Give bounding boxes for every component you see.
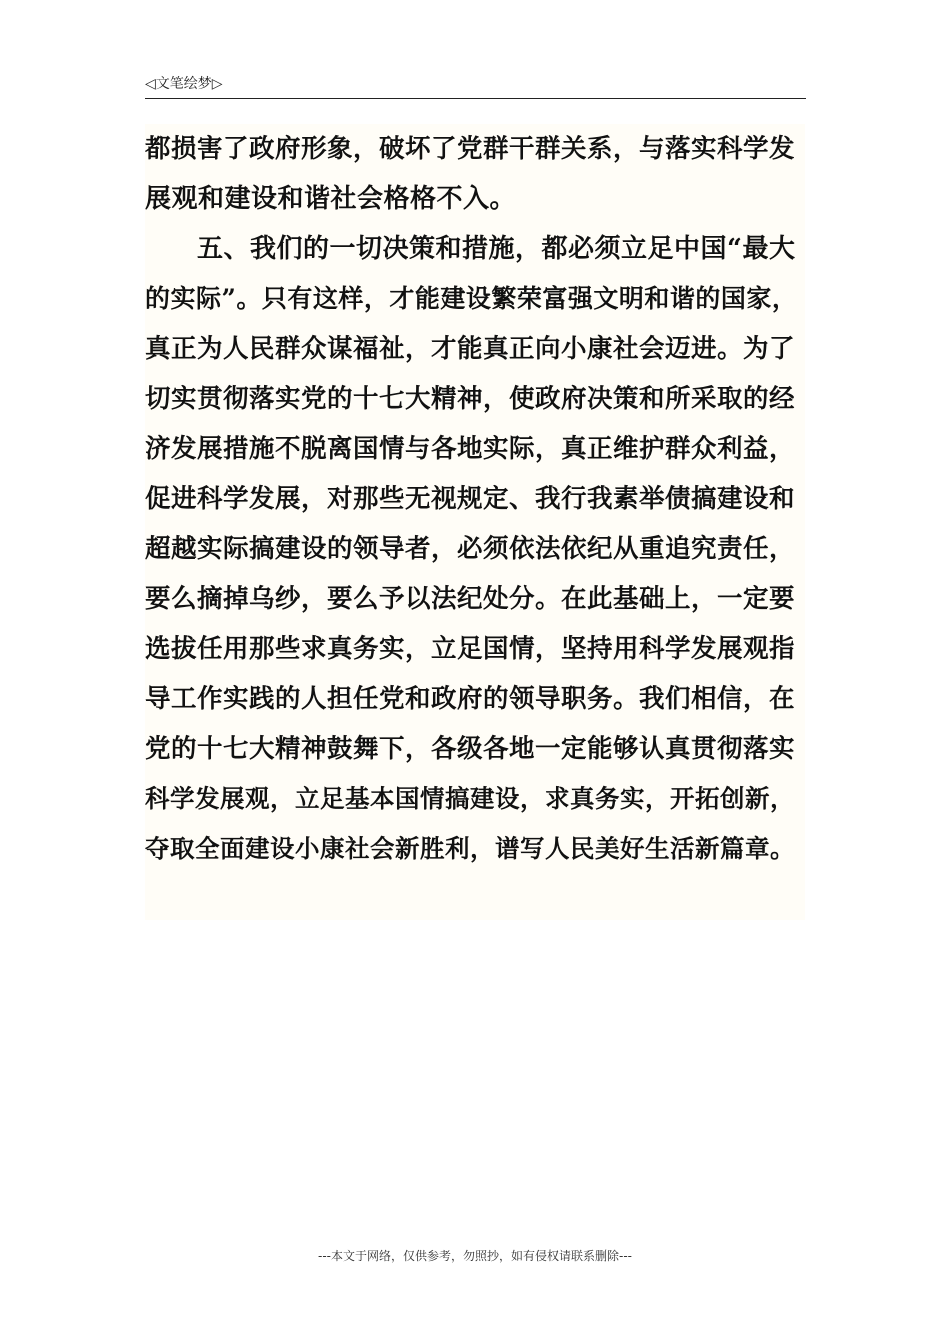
- header-title: ◁文笔绘梦▷: [145, 76, 223, 92]
- body-line: 都损害了政府形象，破坏了党群干群关系，与落实科学发: [145, 134, 796, 164]
- body-line: 导工作实践的人担任党和政府的领导职务。我们相信，在: [145, 684, 796, 714]
- body-line: 超越实际搞建设的领导者，必须依法依纪从重追究责任，: [145, 534, 796, 564]
- document-body: [145, 124, 805, 920]
- body-line: 济发展措施不脱离国情与各地实际，真正维护群众利益，: [145, 434, 796, 464]
- paragraph-first-line: 五、我们的一切决策和措施，都必须立足中国“最大: [197, 234, 796, 264]
- body-line: 切实贯彻落实党的十七大精神，使政府决策和所采取的经: [145, 384, 796, 414]
- body-line: 党的十七大精神鼓舞下，各级各地一定能够认真贯彻落实: [145, 734, 796, 764]
- body-line: 科学发展观，立足基本国情搞建设，求真务实，开拓创新，: [145, 784, 795, 813]
- body-line: 促进科学发展，对那些无视规定、我行我素举债搞建设和: [145, 484, 796, 514]
- body-line: 的实际”。只有这样，才能建设繁荣富强文明和谐的国家，: [145, 284, 798, 313]
- page-header: [145, 74, 806, 99]
- disclaimer-footer: ---本文于网络，仅供参考，勿照抄，如有侵权请联系删除---: [318, 1249, 632, 1263]
- body-line: 要么摘掉乌纱，要么予以法纪处分。在此基础上，一定要: [145, 584, 796, 614]
- body-line: 选拔任用那些求真务实，立足国情，坚持用科学发展观指: [145, 634, 796, 664]
- body-line: 真正为人民群众谋福祉，才能真正向小康社会迈进。为了: [145, 334, 796, 364]
- body-line: 展观和建设和谐社会格格不入。: [145, 184, 517, 214]
- body-line: 夺取全面建设小康社会新胜利，谱写人民美好生活新篇章。: [145, 834, 795, 863]
